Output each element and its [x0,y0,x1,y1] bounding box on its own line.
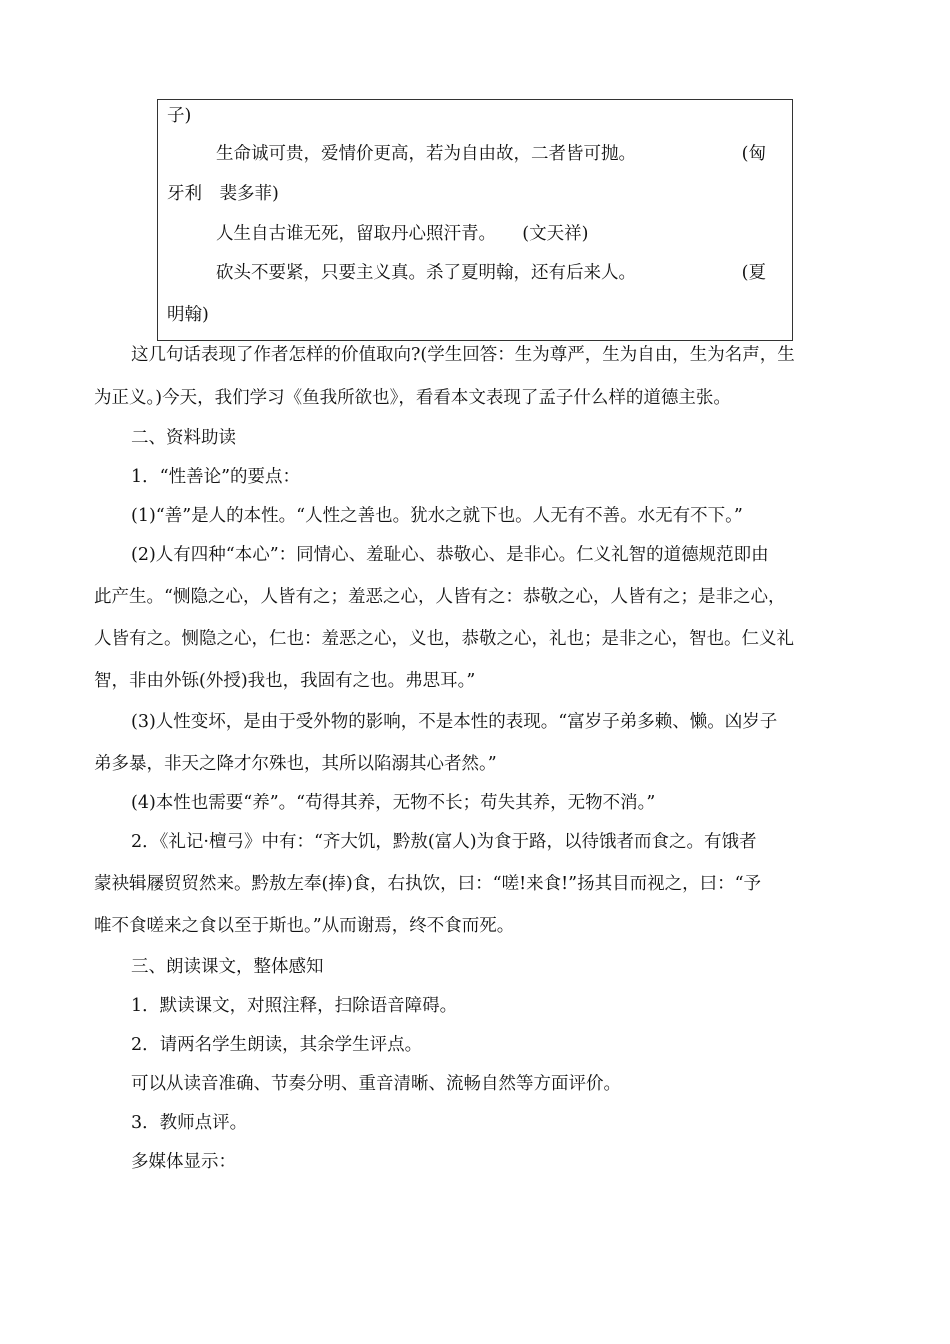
paragraph-line: 智，非由外铄(外授)我也，我固有之也。弗思耳。” [94,671,476,691]
list-item: 2．请两名学生朗读，其余学生评点。 [131,1035,423,1055]
subsection-heading: 1．“性善论”的要点： [131,467,301,487]
section-heading: 三、朗读课文，整体感知 [131,957,324,977]
paragraph-line: 这几句话表现了作者怎样的价值取向?(学生回答：生为尊严，生为自由，生为名声，生 [131,345,795,365]
quote-petofi-attribution-start: (匈 [741,144,766,164]
quote-box [157,99,793,341]
quote-xia-minghan: 砍头不要紧，只要主义真。杀了夏明翰，还有后来人。 [216,263,636,283]
paragraph-line: (3)人性变坏，是由于受外物的影响，不是本性的表现。“富岁子弟多赖、懒。凶岁子 [131,712,778,732]
paragraph-line: 为正义。)今天，我们学习《鱼我所欲也》，看看本文表现了孟子什么样的道德主张。 [94,388,731,408]
quote-box-tail-line: 子) [167,106,192,126]
quote-petofi-attribution-end: 牙利 裴多菲) [167,184,279,204]
paragraph-line: 唯不食嗟来之食以至于斯也。”从而谢焉，终不食而死。 [94,916,515,936]
paragraph-line: 此产生。“恻隐之心，人皆有之；羞恶之心，人皆有之：恭敬之心，人皆有之；是非之心， [94,587,786,607]
paragraph-line: 蒙袂辑屦贸贸然来。黔敖左奉(捧)食，右执饮，曰：“嗟!来食!”扬其目而视之，曰：“予 [94,874,762,894]
quote-wen-tianxiang: 人生自古谁无死，留取丹心照汗青。 (文天祥) [216,224,589,244]
paragraph-line: 可以从读音准确、节奏分明、重音清晰、流畅自然等方面评价。 [131,1074,621,1094]
quote-xia-minghan-attribution-end: 明翰) [167,305,209,325]
list-item: (4)本性也需要“养”。“苟得其养，无物不长；苟失其养，无物不消。” [131,793,656,813]
list-item: (1)“善”是人的本性。“人性之善也。犹水之就下也。人无有不善。水无有不下。” [131,506,743,526]
paragraph-line: 多媒体显示： [131,1152,236,1172]
section-heading: 二、资料助读 [131,428,236,448]
quote-xia-minghan-attribution-start: (夏 [741,263,766,283]
quote-petofi: 生命诚可贵，爱情价更高，若为自由故，二者皆可抛。 [216,144,636,164]
paragraph-line: 弟多暴，非天之降才尔殊也，其所以陷溺其心者然。” [94,754,497,774]
paragraph-line: (2)人有四种“本心”：同情心、羞耻心、恭敬心、是非心。仁义礼智的道德规范即由 [131,545,769,565]
list-item: 1．默读课文，对照注释，扫除语音障碍。 [131,996,458,1016]
list-item: 3．教师点评。 [131,1113,248,1133]
paragraph-line: 人皆有之。恻隐之心，仁也：羞恶之心，义也，恭敬之心，礼也；是非之心，智也。仁义礼 [94,629,794,649]
paragraph-line: 2．《礼记·檀弓》中有：“齐大饥，黔敖(富人)为食于路，以待饿者而食之。有饿者 [131,832,757,852]
